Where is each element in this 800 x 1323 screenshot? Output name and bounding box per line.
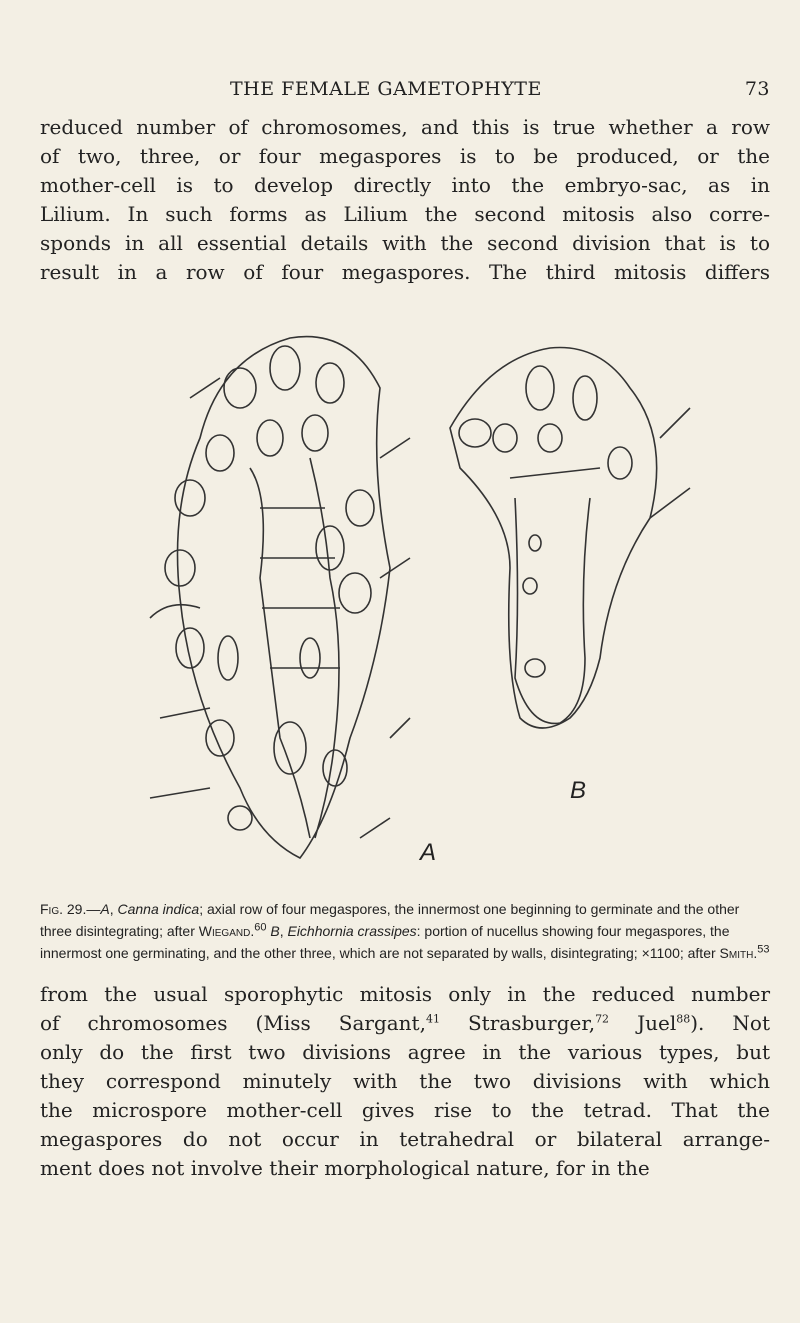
text-fragment: Strasburger, — [439, 1011, 596, 1035]
text-line: mother-cell is to develop directly into the embryo-sac, as in — [40, 173, 770, 197]
caption-a-author: Wiegand. — [198, 923, 255, 939]
caption-a-species: Canna indica — [117, 901, 200, 917]
label-a: A — [420, 839, 437, 866]
caption-fig-label: Fig. 29. — [40, 901, 87, 917]
caption-b-letter: B — [270, 923, 280, 939]
text-line: only do the first two divisions agree in the various types, but — [40, 1040, 770, 1064]
text-line: the microspore mother-cell gives rise to the tetrad. That the — [40, 1098, 770, 1122]
text-line-citations — [40, 1009, 770, 1038]
figure-illustration — [130, 318, 730, 890]
caption-a-ref: 60 — [254, 921, 267, 934]
figure-29 — [130, 318, 730, 890]
label-b: B — [570, 777, 587, 804]
drawing-b — [450, 348, 690, 729]
running-header — [40, 78, 770, 108]
text-line: sponds in all essential details with the second division that is to — [40, 231, 770, 255]
running-title: THE FEMALE GAMETOPHYTE — [230, 78, 542, 100]
text-fragment: ). Not — [690, 1011, 770, 1035]
caption-a-letter: A — [100, 901, 110, 917]
paragraph-bottom — [40, 980, 770, 1183]
paragraph-top — [40, 113, 770, 287]
text-line: Lilium. In such forms as Lilium the second mitosis also corre- — [40, 202, 770, 226]
citation-72: 72 — [595, 1012, 610, 1026]
citation-88: 88 — [676, 1012, 691, 1026]
drawing-a — [150, 337, 410, 858]
caption-a-text: ; axial row of four megaspores, the innermost one beginning to germinate and the other three disintegrating; after — [40, 901, 740, 939]
caption-b-author: Smith. — [719, 945, 758, 961]
text-line: of two, three, or four megaspores is to be produced, or the — [40, 144, 770, 168]
text-line: they correspond minutely with the two divisions with which — [40, 1069, 770, 1093]
text-line: reduced number of chromosomes, and this is true whether a row — [40, 115, 770, 139]
text-line: from the usual sporophytic mitosis only in the reduced number — [40, 982, 770, 1006]
caption-b-text: : portion of nucellus showing four megaspores, the innermost one germinating, and the other three, which are not separated by walls, disintegrating; ×1100; after — [40, 923, 730, 961]
text-line: megaspores do not occur in tetrahedral or bilateral arrange- — [40, 1127, 770, 1151]
text-line: result in a row of four megaspores. The third mitosis differs — [40, 260, 770, 284]
text-fragment: of chromosomes (Miss Sargant, — [40, 1011, 426, 1035]
citation-41: 41 — [425, 1012, 440, 1026]
caption-b-ref: 53 — [757, 943, 770, 956]
text-fragment: Juel — [609, 1011, 677, 1035]
page-number: 73 — [744, 78, 770, 100]
figure-caption: Fig. 29.—A, Canna indica; axial row of four megaspores, the innermost one beginning to germinate and the other three disintegrating; after Wiegand.$^{60}$ B, Eichhornia crassipes: portion of nucellus showing four megaspores, the innermost one germinating, and the other three, which are not separated by walls, disintegrating; ×1100; after Smith.$^{53}$ — [40, 901, 770, 961]
text-line: ment does not involve their morphological nature, for in the — [40, 1156, 650, 1180]
caption-b-species: Eichhornia crassipes — [287, 923, 417, 939]
